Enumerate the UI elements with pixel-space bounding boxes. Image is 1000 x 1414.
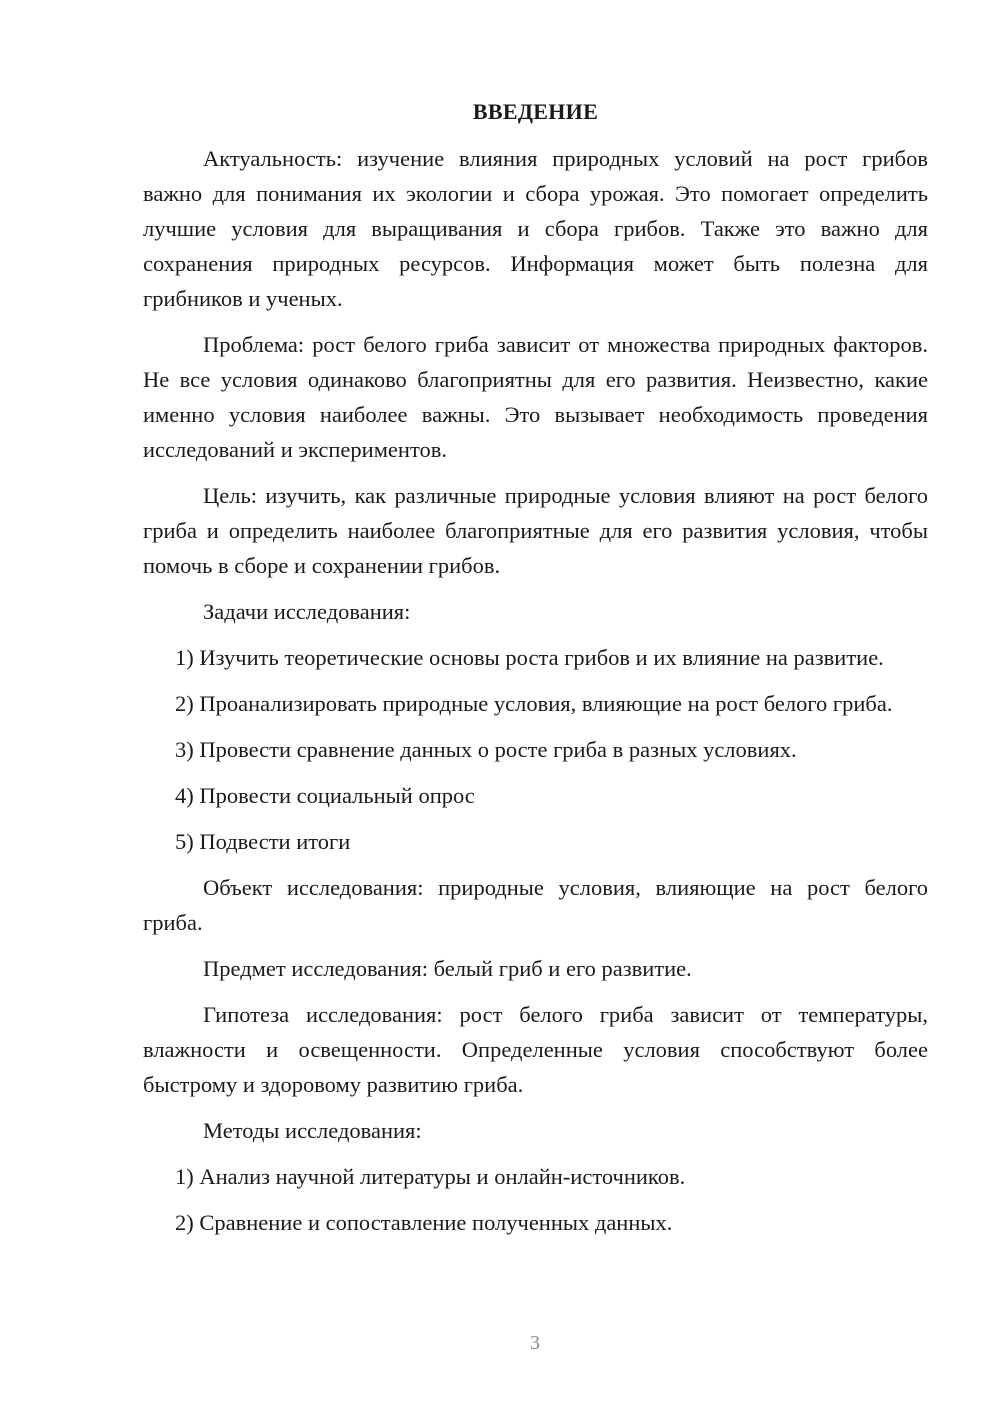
problem-paragraph: Проблема: рост белого гриба зависит от множества природных факторов. Не все условия одинаково благоприятны для его развития. Неизвестно, какие именно условия наиболее важны. Это вызывает необходимость проведения исследований и экспериментов. bbox=[143, 332, 928, 462]
task-item: 5) Подвести итоги bbox=[175, 829, 351, 854]
relevance-paragraph: Актуальность: изучение влияния природных условий на рост грибов важно для понимания их экологии и сбора урожая. Это помогает определить лучшие условия для выращивания и сбора грибов. Также это важно для сохранения природных ресурсов. Информация может быть полезна для грибников и ученых. bbox=[143, 146, 928, 311]
subject-paragraph: Предмет исследования: белый гриб и его развитие. bbox=[203, 956, 692, 981]
methods-heading: Методы исследования: bbox=[203, 1118, 422, 1143]
goal-paragraph: Цель: изучить, как различные природные условия влияют на рост белого гриба и определить наиболее благоприятные для его развития условия, чтобы помочь в сборе и сохранении грибов. bbox=[143, 483, 928, 578]
document-page bbox=[143, 94, 928, 1251]
page-number: 3 bbox=[530, 1332, 540, 1354]
section-title: ВВЕДЕНИЕ bbox=[472, 99, 599, 124]
task-item: 2) Проанализировать природные условия, влияющие на рост белого гриба. bbox=[175, 691, 893, 716]
hypothesis-paragraph: Гипотеза исследования: рост белого гриба зависит от температуры, влажности и освещенности. Определенные условия способствуют более быстрому и здоровому развитию гриба. bbox=[143, 1002, 928, 1097]
task-item: 1) Изучить теоретические основы роста грибов и их влияние на развитие. bbox=[175, 645, 884, 670]
object-paragraph: Объект исследования: природные условия, влияющие на рост белого гриба. bbox=[143, 875, 928, 935]
task-item: 4) Провести социальный опрос bbox=[175, 783, 475, 808]
method-item: 1) Анализ научной литературы и онлайн-источников. bbox=[175, 1164, 686, 1189]
task-item: 3) Провести сравнение данных о росте гриба в разных условиях. bbox=[175, 737, 797, 762]
tasks-heading: Задачи исследования: bbox=[203, 599, 411, 624]
method-item: 2) Сравнение и сопоставление полученных данных. bbox=[175, 1210, 673, 1235]
